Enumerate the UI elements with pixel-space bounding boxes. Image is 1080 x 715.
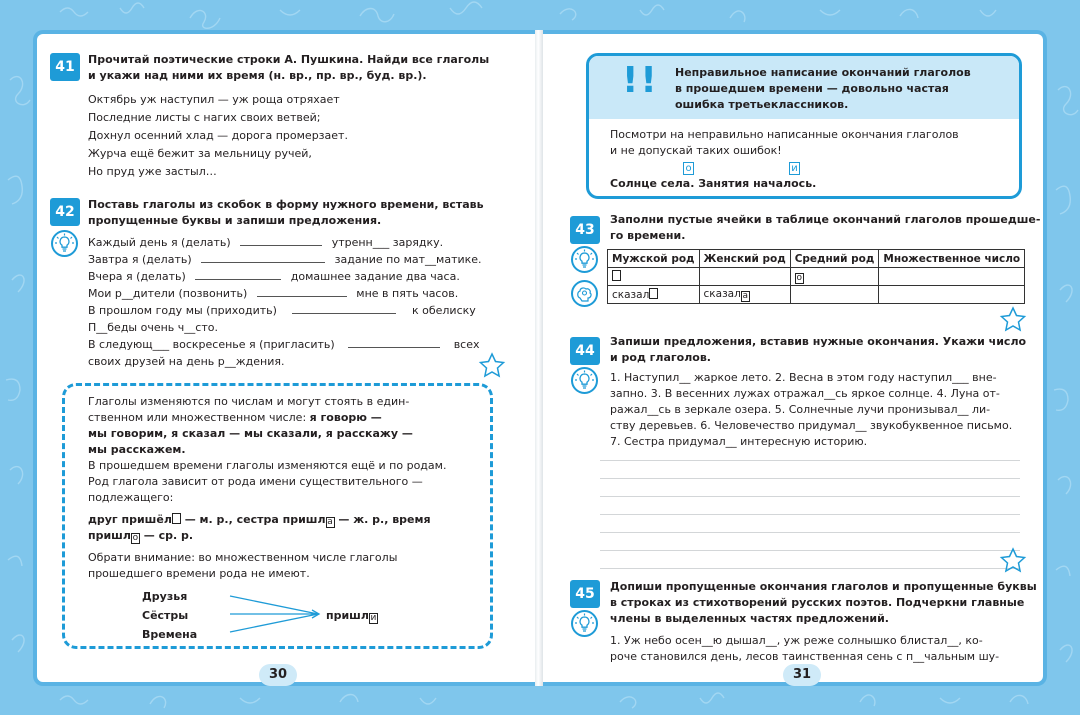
wrong-example: Солнце села. Занятия началось.	[610, 177, 817, 190]
rule-text: ственном или множественном числе:	[88, 411, 310, 424]
sentence-text: Мои р__дители (позвонить)	[88, 287, 248, 300]
rule-line	[88, 411, 382, 424]
poem-line: Дохнул осенний хлад — дорога промерзает.	[88, 129, 348, 142]
rule-line: подлежащего:	[88, 491, 174, 504]
poem-line: роче становился день, лесов таинственная сень с п__чальным шу-	[610, 650, 1000, 663]
poem-line: Последние листы с нагих своих ветвей;	[88, 111, 321, 124]
subject-word: Сёстры	[142, 609, 189, 622]
arrows-diagram	[228, 592, 324, 636]
sentence-text: к обелиску	[411, 304, 476, 317]
correction-box: о	[683, 162, 694, 175]
star-icon	[999, 306, 1027, 333]
sentence-text: В следующ___ воскресенье я (пригласить)	[88, 338, 335, 351]
star-icon	[478, 352, 506, 379]
table-row	[608, 286, 1025, 304]
page-number-left: 30	[259, 664, 297, 686]
rule-example: мы расскажем.	[88, 443, 186, 456]
table-cell[interactable]	[790, 268, 879, 286]
writing-line[interactable]	[600, 550, 1020, 551]
rule-line: В прошедшем времени глаголы изменяются ещё и по родам.	[88, 459, 447, 472]
sentence-text: В прошлом году мы (приходить)	[88, 304, 277, 317]
ending-box: о	[132, 533, 139, 543]
warning-heading: Неправильное написание окончаний глаголов	[675, 66, 971, 79]
answer-blank[interactable]	[201, 253, 325, 263]
table-cell[interactable]	[608, 268, 700, 286]
task-41-number: 41	[50, 53, 80, 81]
ending-box	[649, 288, 658, 299]
cell-text: сказал	[703, 287, 741, 300]
lightbulb-icon	[51, 230, 78, 257]
warning-text: Посмотри на неправильно написанные окончания глаголов	[610, 128, 959, 141]
sentence-text: Каждый день я (делать)	[88, 236, 231, 249]
writing-line[interactable]	[600, 532, 1020, 533]
subject-word: Времена	[142, 628, 198, 641]
example-text: — м. р., сестра пришл	[180, 513, 326, 526]
writing-line[interactable]	[600, 460, 1020, 461]
subject-word: Друзья	[142, 590, 188, 603]
sentence-text: домашнее задание два часа.	[290, 270, 460, 283]
example-text: пришл	[88, 529, 131, 542]
task-42-prompt-line2: пропущенные буквы и запиши предложения.	[88, 214, 382, 227]
rule-line: Глаголы изменяются по числам и могут стоять в един-	[88, 395, 410, 408]
example-text: друг пришёл	[88, 513, 172, 526]
poem-line: Но пруд уже застыл…	[88, 165, 217, 178]
sentence-text: утренн___ зарядку.	[331, 236, 444, 249]
poem-line: Октябрь уж наступил — уж роща отряхает	[88, 93, 340, 106]
task-43-prompt-line2: го времени.	[610, 229, 686, 242]
writing-line[interactable]	[600, 496, 1020, 497]
star-icon	[999, 547, 1027, 574]
table-header: Женский род	[699, 250, 790, 268]
rule-gender-example	[88, 529, 193, 544]
poem-line: Журча ещё бежит за мельницу ручей,	[88, 147, 312, 160]
task-41-prompt-line2: и укажи над ними их время (н. вр., пр. вр., буд. вр.).	[88, 69, 427, 82]
exclamation-icon: !!	[622, 60, 659, 101]
table-cell[interactable]	[699, 268, 790, 286]
writing-line[interactable]	[600, 514, 1020, 515]
writing-line[interactable]	[600, 478, 1020, 479]
warning-heading: в прошедшем времени — довольно частая	[675, 82, 949, 95]
answer-blank[interactable]	[348, 338, 440, 348]
example-text: — ж. р., время	[334, 513, 431, 526]
ending-box: а	[327, 517, 333, 527]
lightbulb-icon	[571, 367, 598, 394]
task-44-prompt-line1: Запиши предложения, вставив нужные окончания. Укажи число	[610, 335, 1027, 348]
brain-gear-icon	[571, 280, 598, 307]
table-header: Множественное число	[879, 250, 1025, 268]
task-41-prompt-line1: Прочитай поэтические строки А. Пушкина. Найди все глаголы	[88, 53, 490, 66]
sentence-6	[88, 338, 480, 351]
exercise-line: 7. Сестра придумал__ интересную историю.	[610, 435, 868, 448]
sentence-6-cont: своих друзей на день р__ждения.	[88, 355, 285, 368]
sentence-3	[88, 270, 460, 283]
poem-line: 1. Уж небо осен__ю дышал__, уж реже солнышко блистал__, ко-	[610, 634, 983, 647]
sentence-text: всех	[453, 338, 480, 351]
task-43-prompt-line1: Заполни пустые ячейки в таблице окончаний глаголов прошедше-	[610, 213, 1041, 226]
table-cell[interactable]	[608, 286, 700, 304]
ending-box: а	[742, 290, 749, 301]
sentence-4	[88, 287, 458, 300]
warning-heading: ошибка третьеклассников.	[675, 98, 849, 111]
task-45-prompt-line1: Допиши пропущенные окончания глаголов и пропущенные буквы	[610, 580, 1037, 593]
table-cell[interactable]	[699, 286, 790, 304]
sentence-5	[88, 304, 476, 317]
table-cell[interactable]	[879, 268, 1025, 286]
page-spine	[535, 30, 543, 686]
rule-example: мы говорим, я сказал — мы сказали, я расскажу —	[88, 427, 413, 440]
answer-blank[interactable]	[257, 287, 347, 297]
sentence-1	[88, 236, 443, 249]
lightbulb-icon	[571, 610, 598, 637]
task-42-number: 42	[50, 198, 80, 226]
table-header: Мужской род	[608, 250, 700, 268]
task-42-prompt-line1: Поставь глаголы из скобок в форму нужного времени, вставь	[88, 198, 484, 211]
answer-blank[interactable]	[240, 236, 322, 246]
table-header-row	[608, 250, 1025, 268]
ending-box: о	[796, 272, 802, 283]
page-number-right: 31	[783, 664, 821, 686]
verb-plural	[326, 609, 378, 624]
exercise-line: запно. 3. В весенних лужах отражал__сь яркое солнце. 4. Луна от-	[610, 387, 1000, 400]
cell-text: сказал	[612, 289, 650, 301]
sentence-text: мне в пять часов.	[356, 287, 459, 300]
task-45-prompt-line3: члены в выделенных частях предложений.	[610, 612, 889, 625]
lightbulb-icon	[571, 246, 598, 273]
answer-blank[interactable]	[195, 270, 281, 280]
exercise-line: ражал__сь в зеркале озера. 5. Солнечные лучи пронизывал__ ли-	[610, 403, 991, 416]
sentence-2	[88, 253, 482, 266]
sentence-text: задание по мат__матике.	[334, 253, 482, 266]
endings-table	[607, 249, 1025, 304]
warning-text: и не допускай таких ошибок!	[610, 144, 782, 157]
verb-text: пришл	[326, 609, 369, 622]
sentence-text: Завтра я (делать)	[88, 253, 192, 266]
task-44-prompt-line2: и род глаголов.	[610, 351, 711, 364]
ending-box	[172, 513, 181, 524]
task-44-number: 44	[570, 337, 600, 365]
rule-gender-example	[88, 513, 431, 528]
correction-box: и	[789, 162, 800, 175]
task-45-prompt-line2: в строках из стихотворений русских поэтов. Подчеркни главные	[610, 596, 1025, 609]
sentence-5-cont: П__беды очень ч__сто.	[88, 321, 218, 334]
rule-example: я говорю —	[309, 411, 382, 424]
table-cell[interactable]	[879, 286, 1025, 304]
writing-line[interactable]	[600, 568, 1020, 569]
exercise-line: ству деревьев. 6. Человечество придумал__ звукобуквенное письмо.	[610, 419, 1013, 432]
rule-note: Обрати внимание: во множественном числе глаголы	[88, 551, 398, 564]
sentence-text: Вчера я (делать)	[88, 270, 186, 283]
table-cell[interactable]	[790, 286, 879, 304]
answer-blank[interactable]	[292, 304, 396, 314]
table-header: Средний род	[790, 250, 879, 268]
ending-box: и	[370, 613, 377, 623]
example-text: — ср. р.	[139, 529, 194, 542]
task-45-number: 45	[570, 580, 600, 608]
exercise-line: 1. Наступил__ жаркое лето. 2. Весна в этом году наступил___ вне-	[610, 371, 997, 384]
task-43-number: 43	[570, 216, 600, 244]
ending-box	[612, 270, 621, 281]
rule-note: прошедшего времени рода не имеют.	[88, 567, 310, 580]
rule-line: Род глагола зависит от рода имени существительного —	[88, 475, 423, 488]
table-row	[608, 268, 1025, 286]
